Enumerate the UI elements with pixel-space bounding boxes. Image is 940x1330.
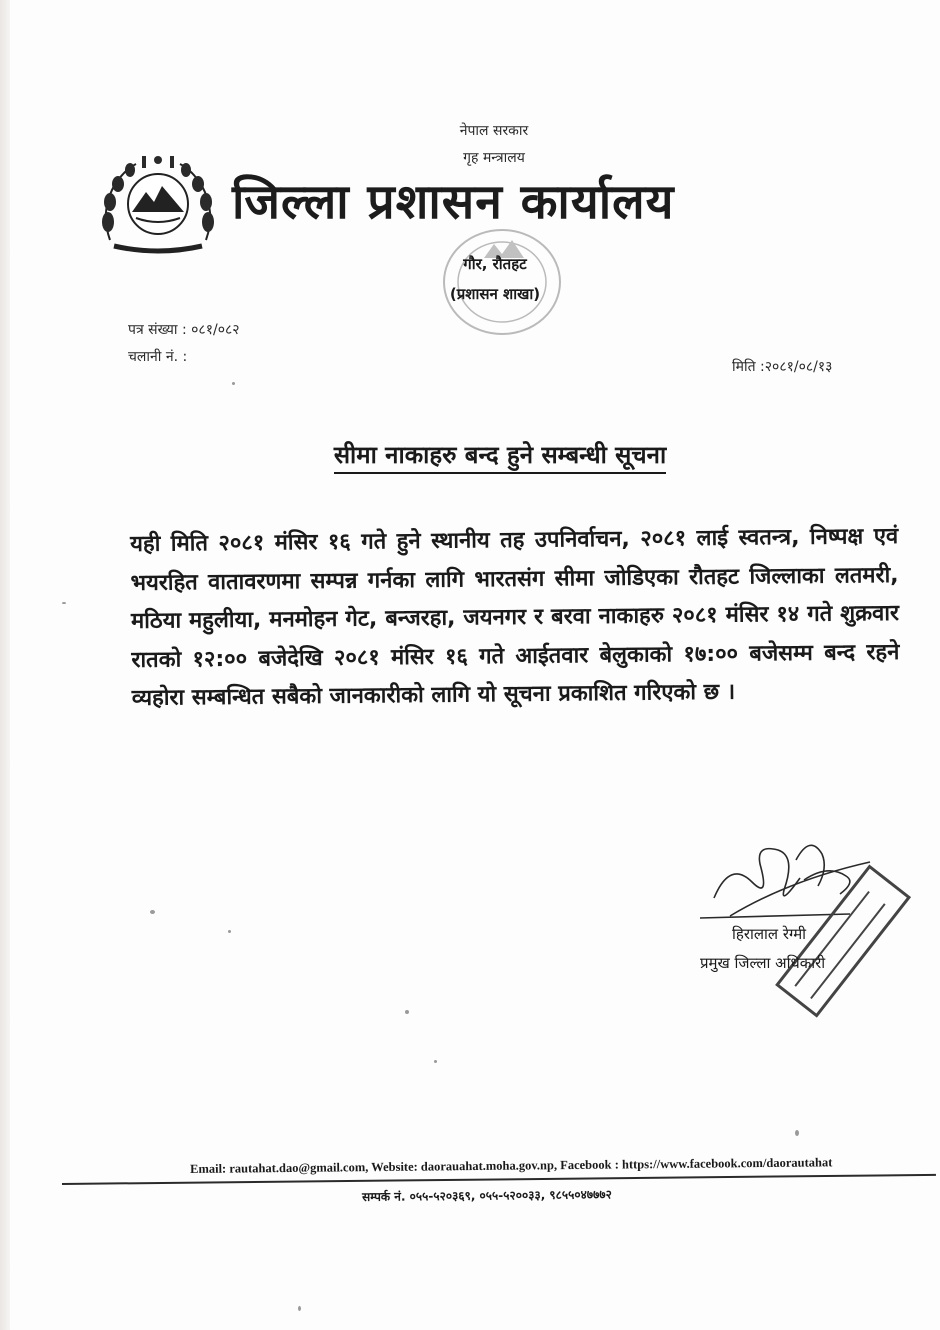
notice-title-text: सीमा नाकाहरु बन्द हुने सम्बन्धी सूचना [334, 441, 666, 474]
office-branch: (प्रशासन शाखा) [449, 285, 541, 303]
nepal-emblem-icon [96, 152, 220, 256]
office-title: जिल्ला प्रशासन कार्यालय [232, 174, 675, 230]
letter-number: पत्र संख्या : ०८१/०८२ [128, 322, 240, 338]
signatory-stamp-icon [760, 860, 920, 1030]
government-name: नेपाल सरकार [459, 123, 529, 139]
scan-speck [62, 602, 66, 604]
footer-phone: सम्पर्क नं. ०५५-५२०३६९, ०५५-५२००३३, ९८५५०४७७७२ [362, 1187, 612, 1204]
scan-speck [405, 1010, 409, 1014]
ministry-name: गृह मन्त्रालय [463, 150, 525, 166]
dispatch-number: चलानी नं. : [128, 349, 188, 365]
footer-contact: Email: rautahat.dao@gmail.com, Website: daorauahat.moha.gov.np, Facebook : https://www.facebook.com/daorautahat [190, 1155, 833, 1176]
scan-speck [232, 382, 235, 385]
scan-edge [0, 0, 10, 1330]
notice-body: यही मिति २०८१ मंसिर १६ गते हुने स्थानीय तह उपनिर्वाचन, २०८१ लाई स्वतन्त्र, निष्पक्ष एवं भयरहित वातावरणमा सम्पन्न गर्नका लागि भारतसंग सीमा जोडिएका रौतहट जिल्लाका लतमरी, मठिया महुलीया, मनमोहन गेट, बन्जरहा, जयनगर र बरवा नाकाहरु २०८१ मंसिर १४ गते शुक्रवार रातको १२:०० बजेदेखि २०८१ मंसिर १६ गते आईतवार बेलुकाको १७:०० बजेसम्म बन्द रहने व्यहोरा सम्बन्धित सबैको जानकारीको लागि यो सूचना प्रकाशित गरिएको छ । [130, 523, 900, 711]
office-stamp-icon [432, 210, 572, 340]
scan-speck [795, 1130, 799, 1136]
letter-date: मिति :२०८१/०८/१३ [732, 359, 833, 375]
scan-speck [228, 930, 231, 933]
notice-title [200, 438, 800, 471]
scan-speck [298, 1306, 301, 1311]
signatory-title: प्रमुख जिल्ला अधिकारी [700, 954, 826, 972]
scan-speck [434, 1060, 437, 1063]
signatory-name: हिरालाल रेग्मी [732, 925, 807, 943]
office-location: गौर, रौतहट [463, 255, 527, 273]
scan-speck [150, 910, 155, 914]
